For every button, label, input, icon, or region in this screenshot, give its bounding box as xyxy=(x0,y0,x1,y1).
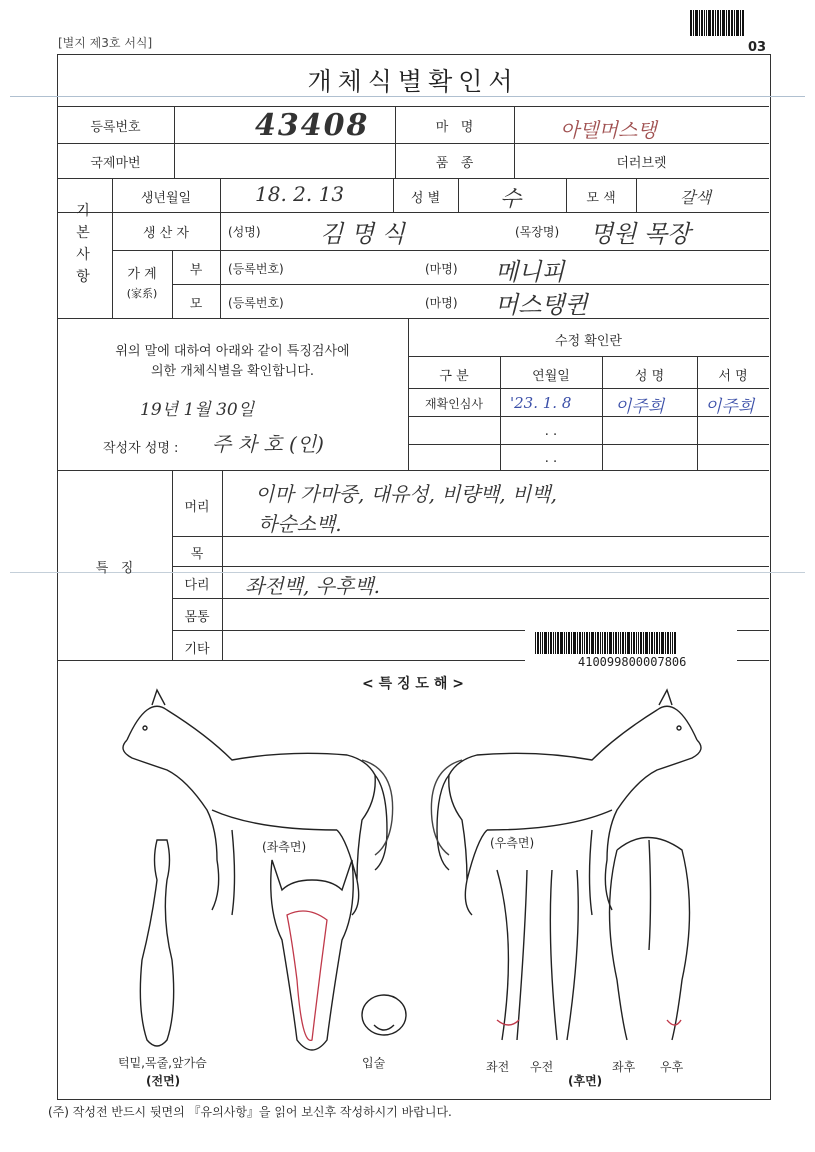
farm-label: (목장명) xyxy=(515,225,560,239)
features-section-label: 특 징 xyxy=(95,561,134,576)
intl-no-label: 국제마번 xyxy=(90,156,141,171)
horse-diagram xyxy=(57,680,769,1100)
color-value: 갈색 xyxy=(680,188,711,207)
breed-value: 더러브렛 xyxy=(616,156,667,171)
farm-value: 명원 목장 xyxy=(590,220,691,248)
front-head-view xyxy=(271,860,354,1050)
owner-name-label: (성명) xyxy=(228,225,261,239)
head-value-2: 하순소백. xyxy=(258,512,342,536)
amend-col-sign: 서 명 xyxy=(718,369,748,384)
owner-name-value: 김 명 식 xyxy=(320,220,405,248)
document-title: 개체식별확인서 xyxy=(307,67,519,96)
right-side-label: (우측면) xyxy=(490,836,535,850)
dam-name-label: (마명) xyxy=(425,296,458,310)
amend-col-type: 구 분 xyxy=(439,369,469,384)
producer-label: 생 산 자 xyxy=(143,226,189,241)
sire-name-value: 메니피 xyxy=(495,258,565,286)
top-barcode xyxy=(690,10,745,36)
legs-label: 다리 xyxy=(184,578,210,593)
neck-label: 목 xyxy=(190,547,204,562)
dob-label: 생년월일 xyxy=(140,191,192,206)
head-value-1: 이마 가마중, 대유성, 비량백, 비백, xyxy=(255,482,558,506)
front-label: (전면) xyxy=(146,1074,181,1088)
basic-section-label: 기본사항 xyxy=(76,203,90,285)
front-chest-view xyxy=(140,840,173,1046)
amend-row1-date: '23. 1. 8 xyxy=(510,394,572,412)
amend-row2-date: . . xyxy=(544,424,558,439)
confirm-text-line1: 위의 말에 대하여 아래와 같이 특징검사에 xyxy=(115,344,350,359)
confirm-date: 19년 1월 30일 xyxy=(140,400,255,420)
other-label: 기타 xyxy=(184,642,210,657)
writer-value: 주 차 호 (인) xyxy=(212,432,324,456)
diagram-title: < 특 징 도 해 > xyxy=(362,676,464,692)
reg-no-value: 43408 xyxy=(255,108,370,143)
page-number: 03 xyxy=(748,40,767,55)
color-label: 모 색 xyxy=(586,191,616,206)
dam-name-value: 머스탱퀸 xyxy=(495,291,588,319)
hind-right-leg-label: 우후 xyxy=(660,1060,684,1074)
footer-note: (주) 작성전 반드시 뒷면의 『유의사항』을 읽어 보신후 작성하시기 바랍니다. xyxy=(48,1105,452,1119)
front-right-leg-label: 우전 xyxy=(530,1060,554,1074)
reg-no-label: 등록번호 xyxy=(90,120,141,135)
left-side-label: (좌측면) xyxy=(262,840,307,854)
confirm-text-line2: 의한 개체식별을 확인합니다. xyxy=(150,364,315,379)
amend-row3-date: . . xyxy=(544,451,558,466)
sex-value: 수 xyxy=(500,187,522,212)
dam-label: 모 xyxy=(189,297,203,312)
amend-row1-sign: 이주희 xyxy=(705,397,755,417)
breed-label: 품 종 xyxy=(435,156,474,171)
amend-col-name: 성 명 xyxy=(634,369,665,384)
head-label: 머리 xyxy=(184,500,210,515)
barcode xyxy=(535,632,677,654)
amend-row1-type: 재확인심사 xyxy=(425,397,483,411)
name-label: 마 명 xyxy=(435,120,474,135)
body-label: 몸통 xyxy=(184,610,210,625)
writer-label: 작성자 성명 : xyxy=(103,441,179,456)
pedigree-label: 가 계 xyxy=(127,267,157,282)
sex-label: 성 별 xyxy=(410,191,441,206)
lips-view xyxy=(362,995,406,1035)
rear-view xyxy=(610,838,690,1041)
sire-label: 부 xyxy=(189,263,203,278)
barcode-number: 410099800007806 xyxy=(578,655,687,669)
right-side-horse xyxy=(431,690,701,915)
front-caption: 턱밑,목줄,앞가슴 xyxy=(118,1056,207,1070)
form-tag: [별지 제3호 서식] xyxy=(58,36,153,50)
lip-label: 입술 xyxy=(362,1056,386,1070)
horse-name-value: 아델머스탱 xyxy=(560,118,657,142)
hind-left-leg-label: 좌후 xyxy=(612,1060,636,1074)
sire-reg-label: (등록번호) xyxy=(228,262,284,276)
sire-name-label: (마명) xyxy=(425,262,458,276)
amend-row1-name: 이주희 xyxy=(615,397,665,417)
pedigree-sub: (家系) xyxy=(126,287,158,300)
left-side-horse xyxy=(123,690,393,915)
amend-title: 수정 확인란 xyxy=(555,334,622,349)
legs-value: 좌전백, 우후백. xyxy=(245,574,380,598)
rear-label: (후면) xyxy=(568,1074,603,1088)
amend-col-date: 연월일 xyxy=(532,369,570,384)
dam-reg-label: (등록번호) xyxy=(228,296,284,310)
front-left-leg-label: 좌전 xyxy=(486,1060,510,1074)
front-legs-view xyxy=(497,870,578,1040)
dob-value: 18. 2. 13 xyxy=(255,182,345,206)
